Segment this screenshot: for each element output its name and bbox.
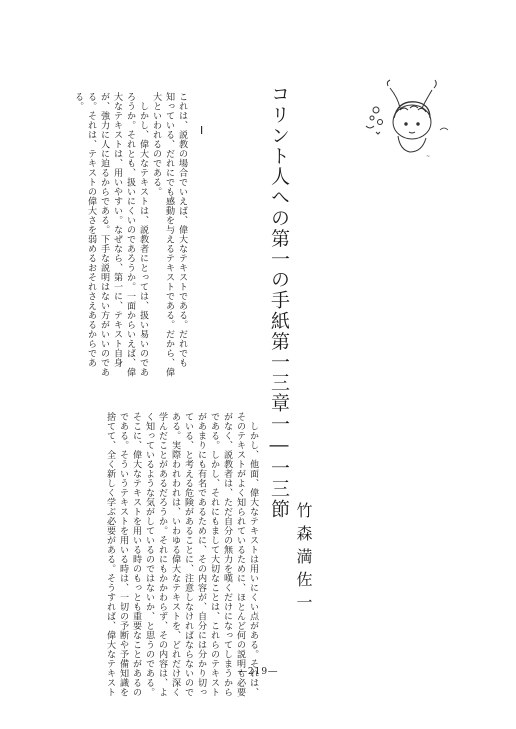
svg-text:~: ~ — [426, 154, 431, 160]
text-column: これは、説教の場合でいえば、偉大なテキストである。だれでも — [177, 92, 187, 368]
text-column: 学んだことがあるだろうか。それにもかかわらず、その内容は、よ — [157, 412, 167, 697]
text-column: そこに、偉大なテキストを用いる時のもっとも重要なことがあるの — [131, 412, 141, 697]
text-column: である。しかし、それにもまして大切なことは、これらのテキスト — [209, 412, 219, 697]
author-name: 竹森満佐一 — [294, 502, 313, 617]
text-column: がなく、説教者は、ただ自分の無力を嘆くだけになってしまうから — [222, 412, 232, 697]
page-number: ―219― — [237, 667, 279, 677]
text-column: ている、と考える危険があることに、注意しなければならないので — [183, 412, 193, 697]
text-column: しかし、偉大なテキストは、説教者にとっては、扱い易いのであ — [138, 92, 148, 377]
child-illustration — [360, 70, 460, 170]
text-column: である。そういうテキストを用いる時は、一切の予断や予備知識を — [118, 412, 128, 697]
text-column: 捨てて、全く新しく学ぶ必要がある。そうすれば、偉大なテキスト — [105, 412, 115, 697]
text-column: 大なテキストは、用いやすい。なぜなら、第一に、テキスト自身 — [112, 92, 122, 368]
text-column: 知っている、だれにでも感動を与えるテキストである。だから、偉 — [164, 92, 174, 377]
text-column: があまりにも有名であるために、その内容が、自分には分かり切っ — [196, 412, 206, 697]
text-column: く知っているような気がしているのではないか、と思うのである。 — [144, 412, 154, 697]
text-column: る。 — [73, 92, 83, 111]
section-marker: I — [200, 124, 204, 137]
text-column: ある。実際われわれは、いわゆる偉大なテキストを、どれだけ深く — [170, 412, 180, 697]
text-column: ろうか。それとも、扱いにくいのであろうか。一面からいえば、偉 — [125, 92, 135, 377]
text-column: 大といわれるのである。 — [151, 92, 161, 197]
text-column: る。それは、テキストの偉大さを弱めるおそれさえあるからであ — [86, 92, 96, 368]
article-title: コリント人への第一の手紙第一三章一―一三節 — [268, 84, 290, 520]
text-column: が、強力に人に迫るからである。下手な説明はない方がいいのであ — [99, 92, 109, 377]
text-column: そのテキストがよく知られているために、ほとんど何の説明も必要 — [235, 412, 245, 697]
text-column: しかし、他面、偉大なテキストは用いにくい点がある。それは、 — [248, 412, 258, 697]
